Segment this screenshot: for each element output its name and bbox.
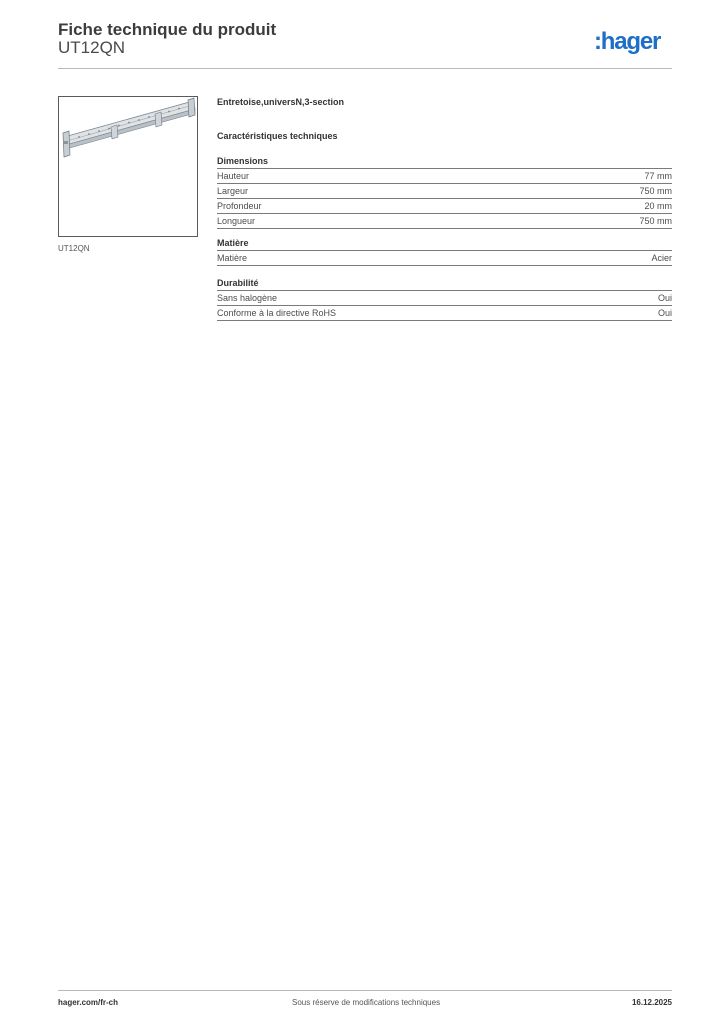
spec-row — [217, 184, 672, 199]
spec-group-sustainability — [217, 277, 672, 321]
spec-label: Matière — [217, 253, 248, 263]
spec-group-material — [217, 237, 672, 266]
spec-value: Acier — [651, 253, 672, 263]
spec-value: 750 mm — [639, 186, 672, 196]
hager-logo — [594, 28, 674, 54]
svg-text::hager: :hager — [594, 28, 661, 54]
spec-value: 750 mm — [639, 216, 672, 226]
footer-notice: Sous réserve de modifications techniques — [292, 998, 441, 1007]
specs-heading: Caractéristiques techniques — [217, 131, 338, 141]
group-title: Durabilité — [217, 277, 672, 291]
footer-divider — [58, 990, 672, 991]
spec-value: Oui — [657, 293, 672, 303]
image-caption: UT12QN — [58, 244, 90, 253]
spec-row — [217, 291, 672, 306]
spacer-rail-illustration — [59, 97, 199, 238]
spec-value: 77 mm — [644, 171, 672, 181]
spec-group-dimensions — [217, 155, 672, 229]
header-divider — [58, 68, 672, 69]
spec-label: Longueur — [217, 216, 256, 226]
spec-label: Conforme à la directive RoHS — [217, 308, 337, 318]
spec-label: Hauteur — [217, 171, 250, 181]
spec-label: Largeur — [217, 186, 249, 196]
spec-label: Sans halogène — [217, 293, 278, 303]
spec-row — [217, 169, 672, 184]
footer-website-link[interactable]: hager.com/fr-ch — [58, 998, 119, 1007]
footer-date: 16.12.2025 — [631, 998, 672, 1007]
product-reference: UT12QN — [58, 38, 126, 57]
spec-row — [217, 199, 672, 214]
page-title: Fiche technique du produit — [58, 20, 277, 39]
spec-row — [217, 251, 672, 266]
group-title: Dimensions — [217, 155, 672, 169]
product-image — [58, 96, 198, 237]
spec-row — [217, 214, 672, 229]
spec-value: 20 mm — [644, 201, 672, 211]
spec-row — [217, 306, 672, 321]
spec-value: Oui — [657, 308, 672, 318]
group-title: Matière — [217, 237, 672, 251]
spec-label: Profondeur — [217, 201, 262, 211]
product-name: Entretoise,universN,3-section — [217, 97, 345, 107]
